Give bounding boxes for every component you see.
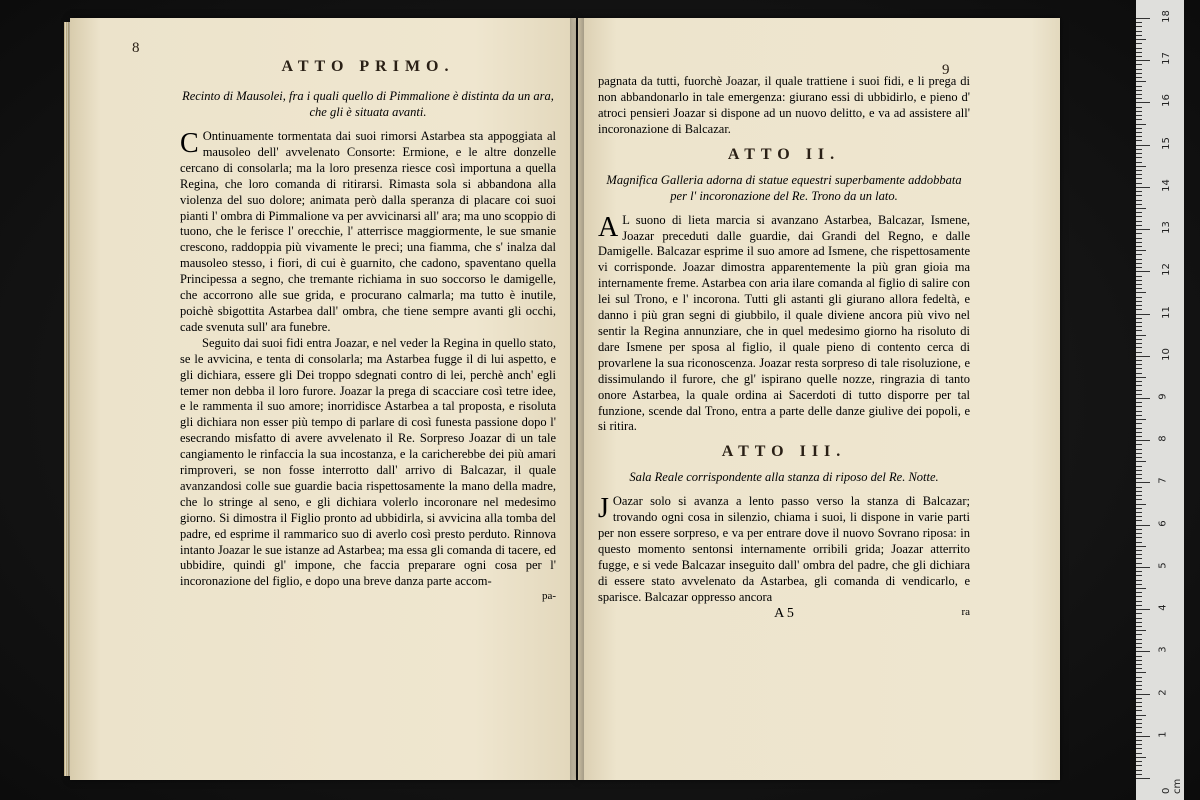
ruler-minor-tick [1136, 571, 1142, 572]
ruler-minor-tick [1136, 64, 1142, 65]
ruler-label: 0 cm [1161, 778, 1183, 794]
ruler-minor-tick [1136, 343, 1142, 344]
ruler-minor-tick [1136, 474, 1142, 475]
right-page-number: 9 [942, 62, 950, 78]
book-gutter [570, 18, 584, 780]
ruler-minor-tick [1136, 166, 1146, 167]
ruler-minor-tick [1136, 719, 1142, 720]
ruler-minor-tick [1136, 411, 1142, 412]
ruler-minor-tick [1136, 43, 1142, 44]
ruler-minor-tick [1136, 592, 1142, 593]
ruler-minor-tick [1136, 297, 1142, 298]
ruler-minor-tick [1136, 280, 1142, 281]
ruler-minor-tick [1136, 301, 1142, 302]
ruler-minor-tick [1136, 360, 1142, 361]
ruler-major-tick [1136, 398, 1150, 399]
ruler-minor-tick [1136, 208, 1146, 209]
ruler-minor-tick [1136, 402, 1142, 403]
ruler-minor-tick [1136, 377, 1146, 378]
ruler-minor-tick [1136, 94, 1142, 95]
ruler-minor-tick [1136, 542, 1142, 543]
ruler-minor-tick [1136, 259, 1142, 260]
ruler-minor-tick [1136, 170, 1142, 171]
ruler-label: 6 [1157, 519, 1169, 527]
ruler-minor-tick [1136, 221, 1142, 222]
ruler-label: 13 [1160, 221, 1172, 234]
ruler-minor-tick [1136, 381, 1142, 382]
ruler-minor-tick [1136, 487, 1142, 488]
ruler-minor-tick [1136, 73, 1142, 74]
ruler-minor-tick [1136, 322, 1142, 323]
ruler-label: 10 [1160, 347, 1172, 361]
ruler-label: 8 [1157, 435, 1169, 442]
dropcap-c: C [180, 128, 199, 159]
ruler-minor-tick [1136, 499, 1142, 500]
ruler-minor-tick [1136, 204, 1142, 205]
ruler-minor-tick [1136, 119, 1142, 120]
ruler-minor-tick [1136, 575, 1142, 576]
ruler-label: 16 [1160, 94, 1172, 108]
ruler-minor-tick [1136, 326, 1142, 327]
ruler-minor-tick [1136, 533, 1142, 534]
ruler-minor-tick [1136, 630, 1146, 631]
ruler-minor-tick [1136, 39, 1146, 40]
ruler-major-tick [1136, 482, 1150, 483]
ruler-minor-tick [1136, 664, 1142, 665]
scene-description-act2: Magnifica Galleria adorna di statue equestri superbamente addobbata per l' incoronazione del Re. Trono da un lato. [606, 172, 962, 203]
ruler-minor-tick [1136, 601, 1142, 602]
ruler-minor-tick [1136, 22, 1142, 23]
ruler-minor-tick [1136, 520, 1142, 521]
ruler-minor-tick [1136, 672, 1146, 673]
act1-paragraph-1 [180, 129, 556, 336]
ruler-minor-tick [1136, 415, 1142, 416]
ruler-minor-tick [1136, 124, 1146, 125]
ruler-minor-tick [1136, 128, 1142, 129]
dropcap-j: J [598, 493, 609, 525]
ruler-minor-tick [1136, 461, 1146, 462]
ruler-minor-tick [1136, 406, 1142, 407]
ruler-minor-tick [1136, 309, 1142, 310]
right-catchword: ra [961, 605, 970, 618]
ruler-minor-tick [1136, 740, 1142, 741]
ruler-major-tick [1136, 651, 1150, 652]
act1-paragraph-1-text: Ontinuamente tormentata dai suoi rimorsi Astarbea sta appoggiata al mausoleo dell' avvelenato Consorte: Ermione, e le altre donzelle cercano di consolarla; ma la loro presenza riesce così importuna a quella Regina, che loro comanda di ritirarsi. Rimasta sola si abbandona alla violenza del suo dolore; animata però dalla speranza di placare coi suoi pianti l' ombra di Pimmalione va per avvicinarsi all' ara; ma uno scoppio di tuono, che le ferisce l' orecchie, l' atterrisce maggiormente, le sue smanie crescono, raddoppia più vivamente le preci; una fiamma, che s' inalza dal mausoleo stesso, i fiori, di cui è guarnito, che cadono, spaventano quella Principessa a segno, che tremante richiama in suo soccorso le damigelle, che accorrono alle sue grida, e procurano calmarla; ma tutto è inutile, poichè sbigottita Astarbea dall' ombra, che tiene sempre avanti gli occhi, cade svenuta sull' ara funebre. [180, 129, 556, 334]
ruler-minor-tick [1136, 56, 1142, 57]
ruler-minor-tick [1136, 339, 1142, 340]
ruler-minor-tick [1136, 702, 1142, 703]
ruler-minor-tick [1136, 195, 1142, 196]
ruler-minor-tick [1136, 136, 1142, 137]
ruler-label: 18 [1160, 10, 1172, 23]
ruler-label: 17 [1160, 52, 1172, 66]
ruler-minor-tick [1136, 178, 1142, 179]
ruler-minor-tick [1136, 748, 1142, 749]
ruler-label: 9 [1157, 393, 1169, 400]
ruler-minor-tick [1136, 52, 1142, 53]
ruler-minor-tick [1136, 639, 1142, 640]
ruler-major-tick [1136, 567, 1150, 568]
ruler-minor-tick [1136, 753, 1142, 754]
ruler-minor-tick [1136, 588, 1146, 589]
ruler-major-tick [1136, 102, 1150, 103]
ruler-minor-tick [1136, 689, 1142, 690]
ruler-minor-tick [1136, 157, 1142, 158]
ruler-minor-tick [1136, 706, 1142, 707]
ruler-minor-tick [1136, 470, 1142, 471]
ruler-major-tick [1136, 145, 1150, 146]
ruler-minor-tick [1136, 457, 1142, 458]
ruler-minor-tick [1136, 554, 1142, 555]
ruler-minor-tick [1136, 727, 1142, 728]
ruler-minor-tick [1136, 765, 1142, 766]
ruler-minor-tick [1136, 681, 1142, 682]
scene-description-act3: Sala Reale corrispondente alla stanza di riposo del Re. Notte. [629, 470, 939, 485]
ruler-minor-tick [1136, 288, 1142, 289]
ruler-minor-tick [1136, 31, 1142, 32]
left-page-number: 8 [132, 40, 140, 56]
ruler-minor-tick [1136, 98, 1142, 99]
ruler-minor-tick [1136, 436, 1142, 437]
ruler-label: 2 [1157, 688, 1169, 696]
ruler-minor-tick [1136, 660, 1142, 661]
ruler-minor-tick [1136, 613, 1142, 614]
ruler-minor-tick [1136, 495, 1142, 496]
ruler-minor-tick [1136, 111, 1142, 112]
ruler-minor-tick [1136, 352, 1142, 353]
ruler-minor-tick [1136, 394, 1142, 395]
ruler-label: 14 [1160, 179, 1172, 192]
ruler-minor-tick [1136, 174, 1142, 175]
ruler-minor-tick [1136, 685, 1142, 686]
dropcap-a: A [598, 211, 619, 243]
ruler-minor-tick [1136, 478, 1142, 479]
ruler-minor-tick [1136, 132, 1142, 133]
ruler-minor-tick [1136, 647, 1142, 648]
ruler-label: 3 [1157, 646, 1169, 654]
ruler-minor-tick [1136, 86, 1142, 87]
measuring-ruler [1136, 0, 1184, 800]
ruler-minor-tick [1136, 225, 1142, 226]
ruler-minor-tick [1136, 373, 1142, 374]
ruler-minor-tick [1136, 428, 1142, 429]
ruler-minor-tick [1136, 723, 1142, 724]
ruler-minor-tick [1136, 368, 1142, 369]
ruler-minor-tick [1136, 115, 1142, 116]
ruler-label: 12 [1160, 263, 1172, 277]
act1-paragraph-2: Seguito dai suoi fidi entra Joazar, e nel veder la Regina in quello stato, se le avvicina, e tenta di consolarla; ma Astarbea fugge il di lui aspetto, e gli dichiara, essere gli Dei troppo sdegnati contro di lei, perchè anch' egli temer non debba il loro furore. Joazar la prega di scacciare così tetre idee, e le rammenta il suo amore; inorridisce Astarbea a tal proposta, e risoluta gli dichiara non esser più tempo di parlare di così funesta passione dopo l' esecrando misfatto di avere avvelenato il Re. Sorpreso Joazar di un tale cangiamento le rinfaccia la sua incostanza, e la caricherebbe dei più amari rimproveri, se non fosse interrotto dall' arrivo di Balcazar, il quale avanzandosi colle sue guardie bacia rispettosamente la mano della madre, che lo stringe al seno, e gli dichiara volerlo incoronare nel medesimo giorno. Si dimostra il Figlio pronto ad ubbidirla, si avvicina alla tomba del padre, ed esprime il rammarico suo di averlo così presto perduto. Rinnova intanto Joazar le sue istanze ad Astarbea; ma essa gli comanda di tacere, ed ubbidire, quindi gl' impone, che faccia preparare ogni cosa per l' incoronazione del figlio, e dopo una breve danza parte accom- [180, 335, 556, 589]
act2-paragraph-text: L suono di lieta marcia si avanzano Astarbea, Balcazar, Ismene, Joazar preceduti dalle guardie, dai Grandi del Regno, e dalle Damigelle. Balcazar esprime il suo amore ad Ismene, che rispettosamente vi corrisponde. Joazar dimostra apparentemente la più gran gioia ma internamente freme. Astarbea con aria ilare comanda al figlio di salire con lei sul Trono, e l' incorona. Tutti gli astanti gli giurano allora fedeltà, e danno i più gran segni di giubbilo, il quale diviene ancora più vivo nel sentir la Regina annunziare, che in quel medesimo giorno ha risoluto di dare Ismene per sposa al figlio, il quale pieno di contento cerca di provarlene la sua riconoscenza. Joazar resta sorpreso di tale risoluzione, e dissimulando il furore, che gl' ispirano quelle nozze, ringrazia di tanto onore Astarbea, la quale ordina ai Sacerdoti di tutto disporre per tal funzione, scende dal Trono, entra a parte delle danze giulive dei popoli, e si ritira. [598, 212, 970, 434]
ruler-minor-tick [1136, 516, 1142, 517]
ruler-minor-tick [1136, 529, 1142, 530]
ruler-label: 4 [1157, 604, 1169, 611]
ruler-minor-tick [1136, 580, 1142, 581]
act3-paragraph [598, 494, 970, 605]
ruler-minor-tick [1136, 250, 1146, 251]
ruler-label: 11 [1160, 305, 1172, 319]
ruler-major-tick [1136, 778, 1150, 779]
ruler-minor-tick [1136, 550, 1142, 551]
ruler-minor-tick [1136, 757, 1146, 758]
ruler-minor-tick [1136, 153, 1142, 154]
ruler-major-tick [1136, 440, 1150, 441]
ruler-major-tick [1136, 525, 1150, 526]
ruler-minor-tick [1136, 449, 1142, 450]
ruler-minor-tick [1136, 508, 1142, 509]
act2-paragraph [598, 213, 970, 436]
ruler-minor-tick [1136, 162, 1142, 163]
ruler-minor-tick [1136, 584, 1142, 585]
ruler-minor-tick [1136, 246, 1142, 247]
act-heading-terzo: ATTO III. [721, 443, 847, 461]
ruler-minor-tick [1136, 267, 1142, 268]
right-text-column [598, 74, 970, 624]
ruler-minor-tick [1136, 347, 1142, 348]
ruler-label: 15 [1160, 136, 1172, 150]
ruler-minor-tick [1136, 318, 1142, 319]
ruler-minor-tick [1136, 390, 1142, 391]
ruler-major-tick [1136, 736, 1150, 737]
ruler-major-tick [1136, 60, 1150, 61]
ruler-minor-tick [1136, 69, 1142, 70]
ruler-minor-tick [1136, 558, 1142, 559]
ruler-minor-tick [1136, 596, 1142, 597]
ruler-label: 5 [1157, 562, 1169, 569]
ruler-minor-tick [1136, 335, 1146, 336]
ruler-minor-tick [1136, 276, 1142, 277]
ruler-minor-tick [1136, 618, 1142, 619]
left-catchword: pa- [541, 590, 556, 603]
ruler-minor-tick [1136, 305, 1142, 306]
ruler-minor-tick [1136, 622, 1142, 623]
ruler-minor-tick [1136, 233, 1142, 234]
ruler-label: 1 [1157, 731, 1169, 738]
ruler-major-tick [1136, 609, 1150, 610]
ruler-minor-tick [1136, 677, 1142, 678]
ruler-minor-tick [1136, 761, 1142, 762]
act-heading-primo: ATTO PRIMO. [281, 58, 455, 75]
ruler-minor-tick [1136, 364, 1142, 365]
ruler-minor-tick [1136, 263, 1142, 264]
ruler-minor-tick [1136, 242, 1142, 243]
ruler-major-tick [1136, 187, 1150, 188]
ruler-minor-tick [1136, 200, 1142, 201]
ruler-major-tick [1136, 356, 1150, 357]
ruler-minor-tick [1136, 191, 1142, 192]
act3-paragraph-text: Oazar solo si avanza a lento passo verso la stanza di Balcazar; trovando ogni cosa in silenzio, chiama i suoi, li dispone in varie parti per non essere sorpreso, e va per entrare dove il nuovo Sovrano riposa: in questo momento sentonsi internamente orribili grida; Joazar atterrito fugge, e si vede Balcazar inseguito dall' ombra del padre, che gli dichiara di essere stato avvelenato da Astarbea, gli comanda di vendicarlo, e sparisce. Balcazar oppresso ancora [598, 494, 970, 604]
ruler-minor-tick [1136, 643, 1142, 644]
ruler-minor-tick [1136, 453, 1142, 454]
ruler-minor-tick [1136, 537, 1142, 538]
ruler-minor-tick [1136, 212, 1142, 213]
ruler-minor-tick [1136, 698, 1142, 699]
ruler-minor-tick [1136, 715, 1146, 716]
ruler-minor-tick [1136, 626, 1142, 627]
ruler-minor-tick [1136, 35, 1142, 36]
ruler-minor-tick [1136, 90, 1142, 91]
ruler-minor-tick [1136, 423, 1142, 424]
ruler-minor-tick [1136, 512, 1142, 513]
ruler-minor-tick [1136, 444, 1142, 445]
ruler-minor-tick [1136, 605, 1142, 606]
ruler-label: 7 [1157, 477, 1169, 485]
scene-description-act1: Recinto di Mausolei, fra i quali quello di Pimmalione è distinta da un ara, che gli è situata avanti. [182, 89, 554, 119]
ruler-major-tick [1136, 694, 1150, 695]
ruler-minor-tick [1136, 634, 1142, 635]
ruler-minor-tick [1136, 385, 1142, 386]
ruler-minor-tick [1136, 774, 1142, 775]
act-heading-secondo: ATTO II. [727, 145, 841, 163]
ruler-minor-tick [1136, 254, 1142, 255]
ruler-minor-tick [1136, 563, 1142, 564]
ruler-minor-tick [1136, 668, 1142, 669]
ruler-major-tick [1136, 314, 1150, 315]
ruler-minor-tick [1136, 77, 1142, 78]
ruler-minor-tick [1136, 216, 1142, 217]
ruler-minor-tick [1136, 238, 1142, 239]
ruler-minor-tick [1136, 546, 1146, 547]
ruler-minor-tick [1136, 432, 1142, 433]
ruler-minor-tick [1136, 491, 1142, 492]
ruler-minor-tick [1136, 140, 1142, 141]
ruler-minor-tick [1136, 81, 1146, 82]
ruler-minor-tick [1136, 732, 1142, 733]
ruler-minor-tick [1136, 504, 1146, 505]
ruler-minor-tick [1136, 744, 1142, 745]
ruler-minor-tick [1136, 656, 1142, 657]
ruler-minor-tick [1136, 466, 1142, 467]
ruler-minor-tick [1136, 48, 1142, 49]
signature-mark: A 5 [774, 605, 794, 621]
ruler-major-tick [1136, 271, 1150, 272]
ruler-minor-tick [1136, 183, 1142, 184]
ruler-minor-tick [1136, 107, 1142, 108]
ruler-minor-tick [1136, 284, 1142, 285]
ruler-minor-tick [1136, 292, 1146, 293]
ruler-minor-tick [1136, 330, 1142, 331]
ruler-major-tick [1136, 18, 1150, 19]
ruler-minor-tick [1136, 710, 1142, 711]
ruler-minor-tick [1136, 770, 1142, 771]
act1-paragraph-continued: pagnata da tutti, fuorchè Joazar, il quale trattiene i suoi fidi, e li prega di non abbandonarlo in tale emergenza: giurano essi di ubbidirlo, e pieno d' atroci pensieri Joazar si dispone ad un nuovo delitto, e va ad assistere all' incoronazione di Balcazar. [598, 74, 970, 136]
ruler-minor-tick [1136, 149, 1142, 150]
ruler-minor-tick [1136, 419, 1146, 420]
ruler-minor-tick [1136, 26, 1142, 27]
ruler-major-tick [1136, 229, 1150, 230]
